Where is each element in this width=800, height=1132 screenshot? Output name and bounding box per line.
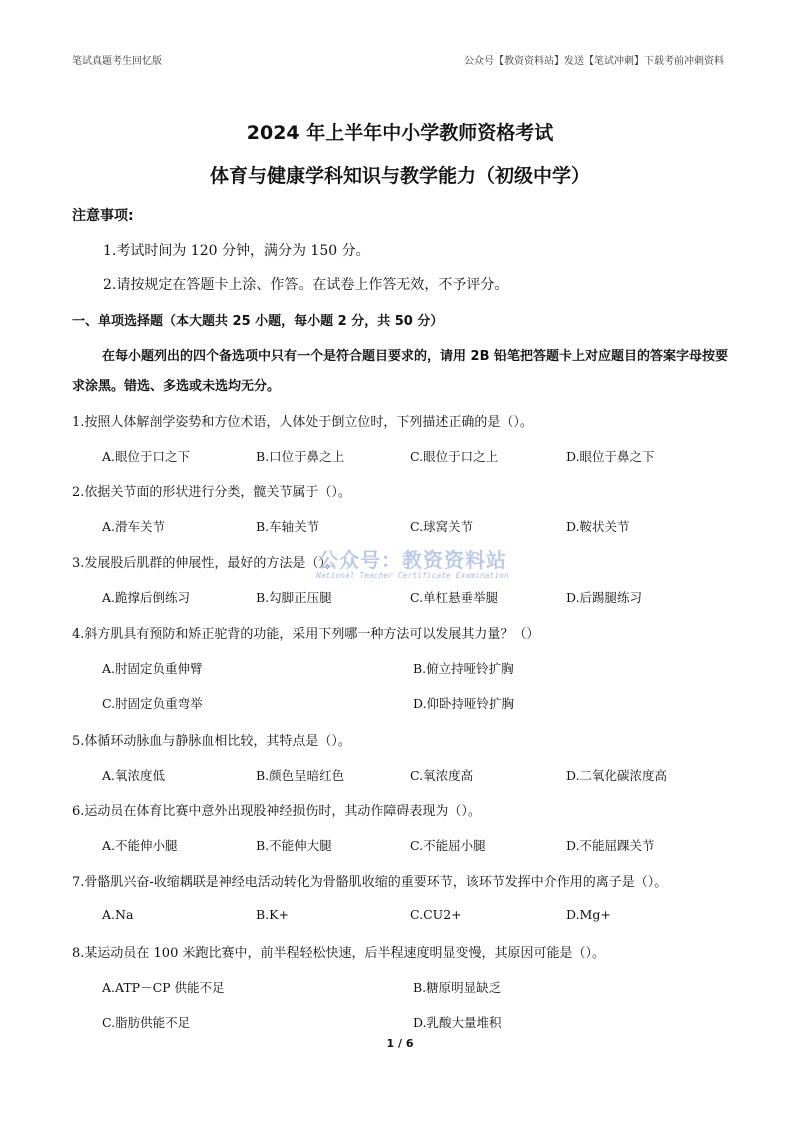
option: D.不能屈踝关节 [566, 838, 655, 853]
option: B.车轴关节 [256, 519, 320, 534]
section-heading: 一、单项选择题（本大题共 25 小题，每小题 2 分，共 50 分） [72, 314, 444, 329]
option: A.跪撑后倒练习 [102, 590, 191, 605]
option: A.不能伸小腿 [102, 838, 178, 853]
option: A.眼位于口之下 [102, 449, 191, 464]
watermark-text: 公众号：教资资料站 [318, 548, 507, 572]
watermark [308, 544, 518, 584]
question-stem: 1.按照人体解剖学姿势和方位术语，人体处于倒立位时，下列描述正确的是（）。 [72, 415, 533, 430]
option: B.糖原明显缺乏 [413, 980, 502, 995]
header-right-note: 公众号【教资资料站】发送【笔试冲刺】下载考前冲刺资料 [464, 56, 724, 67]
option: B.口位于鼻之上 [256, 449, 345, 464]
option: C.肘固定负重弯举 [102, 696, 203, 711]
option: A.肘固定负重伸臂 [102, 661, 203, 676]
option: C.眼位于口之上 [410, 449, 499, 464]
question-stem: 4.斜方肌具有预防和矫正驼背的功能，采用下列哪一种方法可以发展其力量？（） [72, 627, 540, 642]
option: A.滑车关节 [102, 519, 166, 534]
notice-item: 2.请按规定在答题卡上涂、作答。在试卷上作答无效，不予评分。 [103, 277, 509, 293]
option: B.颜色呈暗红色 [256, 768, 345, 783]
option: C.CU2+ [410, 907, 462, 922]
question-stem: 8.某运动员在 100 米跑比赛中，前半程轻松快速，后半程速度明显变慢，其原因可能是（）。 [72, 946, 605, 961]
option: D.Mg+ [566, 907, 611, 922]
option: B.勾脚正压腿 [256, 590, 332, 605]
page-number: 1 / 6 [386, 1037, 414, 1050]
option: B.不能伸大腿 [256, 838, 332, 853]
exam-subtitle: 体育与健康学科知识与教学能力（初级中学） [209, 165, 590, 187]
notice-heading: 注意事项: [72, 208, 134, 224]
section-instruction: 在每小题列出的四个备选项中只有一个是符合题目要求的，请用 2B 铅笔把答题卡上对应题目的答案字母按要求涂黑。错选、多选或未选均无分。 [72, 349, 729, 394]
option: C.氧浓度高 [410, 768, 474, 783]
question-stem: 2.依据关节面的形状进行分类，髋关节属于（）。 [72, 485, 351, 500]
question-stem: 7.骨骼肌兴奋-收缩耦联是神经电活动转化为骨骼肌收缩的重要环节，该环节发挥中介作用的离子是（）。 [72, 875, 668, 890]
question-stem: 3.发展股后肌群的伸展性，最好的方法是（）。 [72, 556, 338, 571]
exam-title: 2024 年上半年中小学教师资格考试 [246, 122, 554, 144]
option: C.球窝关节 [410, 519, 474, 534]
option: D.鞍状关节 [566, 519, 630, 534]
question-stem: 5.体循环动脉血与静脉血相比较，其特点是（）。 [72, 734, 351, 749]
watermark-subtext: National Teacher Certificate Examination [316, 571, 509, 580]
option: A.氧浓度低 [102, 768, 166, 783]
option: B.俯立持哑铃扩胸 [413, 661, 514, 676]
option: D.仰卧持哑铃扩胸 [413, 696, 515, 711]
option: D.眼位于鼻之下 [566, 449, 655, 464]
question-stem: 6.运动员在体育比赛中意外出现股神经损伤时，其动作障碍表现为（）。 [72, 804, 481, 819]
option: C.脂肪供能不足 [102, 1015, 191, 1030]
option: D.后踢腿练习 [566, 590, 643, 605]
option: A.ATP－CP 供能不足 [102, 980, 225, 995]
option: A.Na [102, 907, 134, 922]
notice-item: 1.考试时间为 120 分钟，满分为 150 分。 [103, 243, 370, 259]
option: D.二氧化碳浓度高 [566, 768, 668, 783]
option: C.不能屈小腿 [410, 838, 486, 853]
option: C.单杠悬垂举腿 [410, 590, 499, 605]
option: B.K+ [256, 907, 289, 922]
header-left-note: 笔试真题考生回忆版 [72, 56, 162, 67]
option: D.乳酸大量堆积 [413, 1015, 502, 1030]
